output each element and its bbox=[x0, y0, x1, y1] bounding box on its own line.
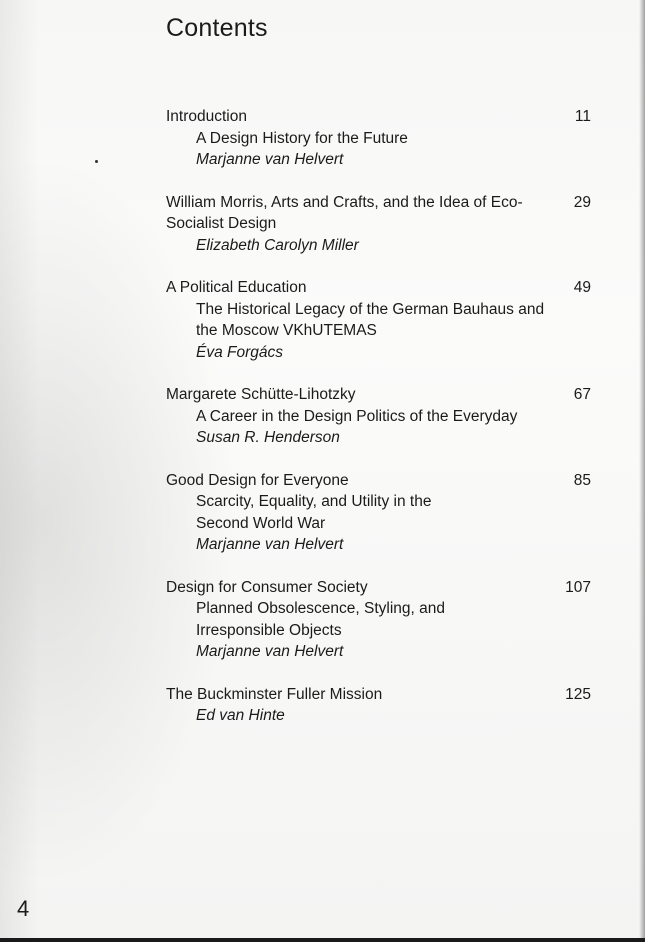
toc-entry-subtitle: The Historical Legacy of the German Bauhaus and the Moscow VKhUTEMAS bbox=[196, 300, 545, 339]
page-edge-shadow bbox=[639, 0, 645, 942]
toc-entry-author: Marjanne van Helvert bbox=[196, 151, 344, 168]
toc-entry-subtitle: A Career in the Design Politics of the Everyday bbox=[196, 407, 518, 425]
toc-entry-subtitle: A Design History for the Future bbox=[196, 129, 408, 147]
toc-entry[interactable] bbox=[166, 577, 591, 663]
toc-entry-page: 11 bbox=[574, 108, 591, 125]
toc-entry-title: William Morris, Arts and Crafts, and the Idea of Eco-Socialist Design bbox=[166, 193, 523, 232]
table-of-contents bbox=[166, 106, 591, 748]
toc-entry-author: Marjanne van Helvert bbox=[196, 643, 344, 660]
toc-entry-subtitle: Planned Obsolescence, Styling, and Irresponsible Objects bbox=[196, 600, 446, 639]
page-title: Contents bbox=[166, 14, 268, 42]
paper-speck bbox=[95, 160, 98, 163]
toc-entry[interactable] bbox=[166, 106, 591, 171]
toc-entry-title: Introduction bbox=[166, 108, 247, 125]
toc-entry-title: Margarete Schütte-Lihotzky bbox=[166, 386, 356, 403]
toc-entry-page: 29 bbox=[573, 193, 591, 211]
toc-entry-page: 67 bbox=[573, 386, 591, 403]
toc-entry-author: Ed van Hinte bbox=[196, 707, 285, 724]
toc-entry-page: 49 bbox=[573, 279, 591, 296]
toc-entry-author: Éva Forgács bbox=[196, 343, 284, 361]
toc-entry-title: A Political Education bbox=[166, 279, 307, 296]
toc-entry[interactable] bbox=[166, 192, 591, 257]
toc-entry-page: 107 bbox=[565, 578, 591, 596]
toc-entry-subtitle: Scarcity, Equality, and Utility in the Second World War bbox=[196, 493, 432, 532]
toc-entry-page: 125 bbox=[565, 685, 591, 703]
page-bottom-edge bbox=[0, 938, 645, 942]
toc-entry-title: The Buckminster Fuller Mission bbox=[166, 685, 383, 703]
toc-entry-author: Marjanne van Helvert bbox=[196, 536, 344, 553]
toc-entry-page: 85 bbox=[573, 471, 591, 489]
toc-entry-author: Elizabeth Carolyn Miller bbox=[196, 236, 359, 254]
toc-entry[interactable] bbox=[166, 684, 591, 727]
toc-entry[interactable] bbox=[166, 384, 591, 449]
toc-entry[interactable] bbox=[166, 277, 591, 363]
toc-entry-title: Design for Consumer Society bbox=[166, 578, 368, 596]
toc-entry-author: Susan R. Henderson bbox=[196, 429, 340, 446]
page-number: 4 bbox=[17, 896, 30, 921]
toc-entry-title: Good Design for Everyone bbox=[166, 471, 349, 489]
toc-entry[interactable] bbox=[166, 470, 591, 556]
